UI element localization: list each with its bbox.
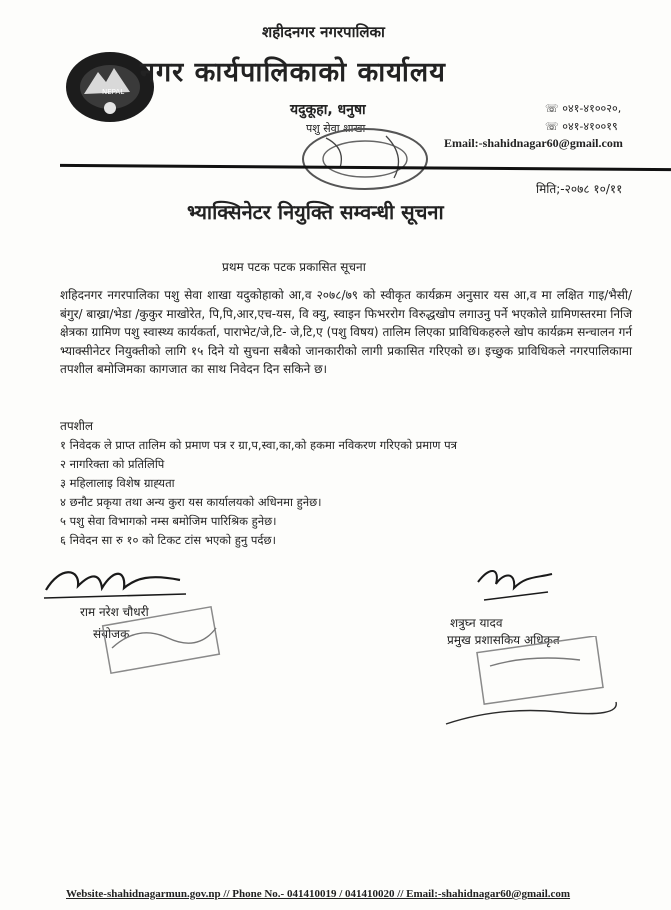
- signatory-right-name: शत्रुघ्न यादव: [450, 616, 503, 630]
- signature-right: [470, 562, 560, 612]
- list-item: ३ महिलालाइ विशेष ग्राह्‍यता: [60, 476, 175, 490]
- footer-contact: Website-shahidnagarmun.gov.np // Phone No.- 041410019 / 041410020 // Email:-shahidnagar60@gmail.com: [66, 888, 571, 900]
- list-item: ४ छनौट प्रकृया तथा अन्य कुरा यस कार्यालयको अधिनमा हुनेछ।: [60, 495, 322, 509]
- stamp-right: [440, 636, 620, 732]
- signatory-left-name: राम नरेश चौधरी: [80, 605, 149, 619]
- office-address: यदुकूहा, धनुषा: [290, 102, 366, 118]
- svg-text:NEPAL: NEPAL: [102, 88, 125, 96]
- list-item: २ नागरिक्ता को प्रतिलिपि: [60, 457, 165, 471]
- list-item: ५ पशु सेवा विभागको नम्स बमोजिम पारिश्रिक हुनेछ।: [60, 514, 277, 528]
- office-name: नगर कार्यपालिकाको कार्यालय: [140, 57, 446, 88]
- tapsil-label: तपशील: [60, 419, 94, 433]
- phone-1: ☏ ०४१-४१००२०,: [545, 102, 622, 115]
- notice-subject: भ्याक्सिनेटर नियुक्ति सम्वन्धी सूचना: [187, 200, 444, 224]
- notice-subheading: प्रथम पटक पटक प्रकासित सूचना: [222, 260, 366, 274]
- signature-left: [40, 560, 190, 604]
- list-item: ६ निवेदन सा रु १० को टिकट टांस भएको हुनु पर्दछ।: [60, 533, 276, 547]
- office-stamp: [296, 118, 434, 200]
- stamp-left: [98, 604, 228, 676]
- phone-2: ☏ ०४१-४१००१९: [545, 120, 618, 133]
- signatory-left-role: संयोजक: [93, 627, 130, 641]
- municipality-name: शहीदनगर नगरपालिका: [262, 23, 385, 41]
- notice-body: शहिदनगर नगरपालिका पशु सेवा शाखा यदुकोहाको आ,व २०७८/७९ को स्वीकृत कार्यक्रम अनुसार यस आ,व मा लक्षित गाइ/भैसी/ बंगुर/ बाख्रा/भेडा /कुकुर माखोरेत, पि,पि,आर,एच-यस, वि क्यु, स्वाइन फिभररोग विरुद्धखोप लगाउनु पर्ने भएकोले ग्रामिणस्तरमा निजि क्षेत्रका ग्रामिण पशु स्वास्थ्य कार्यकर्ता, पाराभेट/जे,टि- जे,टि,ए (पशु विषय) तालिम लिएका प्राविधिकहरुले खोप कार्यक्रम सन्चालन गर्न भ्याक्सीनेटर नियुक्तीको लागि १५ दिने यो सुचना सबैको जानकारीको लागी प्रकासित गरिएको छ। इच्छुक प्राविधिकले नगरपालिकामा तपशील बमोजिमका कागजात का साथ निवेदन दिन सकिने छ।: [60, 288, 632, 376]
- list-item: १ निवेदक ले प्राप्त तालिम को प्रमाण पत्र र ग्रा,प,स्वा,का,को हकमा नविकरण गरिएको प्रमाण पत्र: [60, 438, 457, 452]
- signatory-right-role: प्रमुख प्रशासकिय अधिकृत: [447, 633, 560, 647]
- tapsil-list: [60, 436, 457, 550]
- notice-date: मिति;-२०७८ १०/११: [536, 182, 623, 196]
- header-email: Email:-shahidnagar60@gmail.com: [444, 136, 623, 150]
- branch-name: पशु सेवा शाखा: [306, 122, 366, 135]
